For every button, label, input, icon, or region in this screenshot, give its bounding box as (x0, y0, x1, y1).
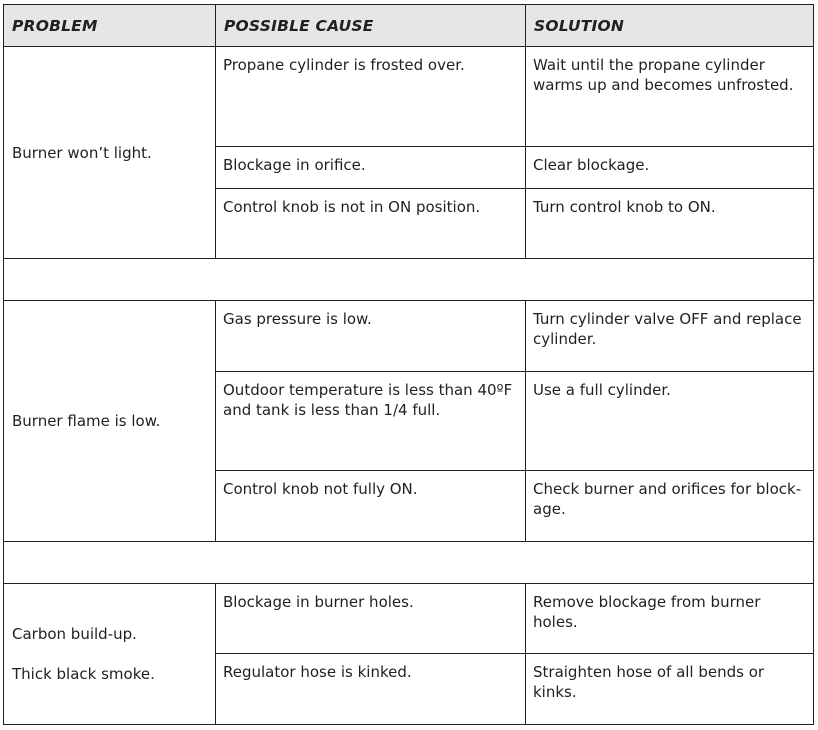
solution-cell: Remove blockage from burner holes. (526, 584, 814, 654)
cause-cell: Control knob not fully ON. (216, 471, 526, 542)
cause-cell: Regulator hose is kinked. (216, 654, 526, 725)
header-problem: PROBLEM (4, 5, 216, 47)
spacer-row (4, 542, 814, 584)
table-row (4, 584, 814, 654)
spacer-row (4, 259, 814, 301)
problem-text: Burner flame is low. (12, 412, 161, 430)
troubleshooting-table (3, 4, 814, 725)
line-gap (12, 644, 207, 664)
cause-cell: Propane cylinder is frosted over. (216, 47, 526, 147)
header-solution: SOLUTION (526, 5, 814, 47)
solution-cell: Turn cylinder valve OFF and replace cylinder. (526, 301, 814, 372)
solution-cell: Turn control knob to ON. (526, 189, 814, 259)
table-row (4, 47, 814, 147)
table-row (4, 301, 814, 372)
problem-cell (4, 584, 216, 725)
solution-cell: Wait until the propane cylinder warms up and becomes unfrosted. (526, 47, 814, 147)
problem-text: Thick black smoke. (12, 665, 155, 683)
problem-cell (4, 301, 216, 542)
solution-cell: Use a full cylinder. (526, 372, 814, 471)
spacer-cell (4, 259, 814, 301)
header-possible-cause: POSSIBLE CAUSE (216, 5, 526, 47)
cause-cell: Gas pressure is low. (216, 301, 526, 372)
cause-cell: Outdoor temperature is less than 40ºF and tank is less than 1/4 full. (216, 372, 526, 471)
solution-cell: Check burner and orifices for block-age. (526, 471, 814, 542)
cause-cell: Control knob is not in ON position. (216, 189, 526, 259)
problem-text: Carbon build-up. (12, 625, 137, 643)
cause-cell: Blockage in orifice. (216, 147, 526, 189)
problem-text: Burner won’t light. (12, 143, 152, 162)
spacer-cell (4, 542, 814, 584)
cause-cell: Blockage in burner holes. (216, 584, 526, 654)
solution-cell: Straighten hose of all bends or kinks. (526, 654, 814, 725)
solution-cell: Clear blockage. (526, 147, 814, 189)
header-row (4, 5, 814, 47)
problem-cell (4, 47, 216, 259)
